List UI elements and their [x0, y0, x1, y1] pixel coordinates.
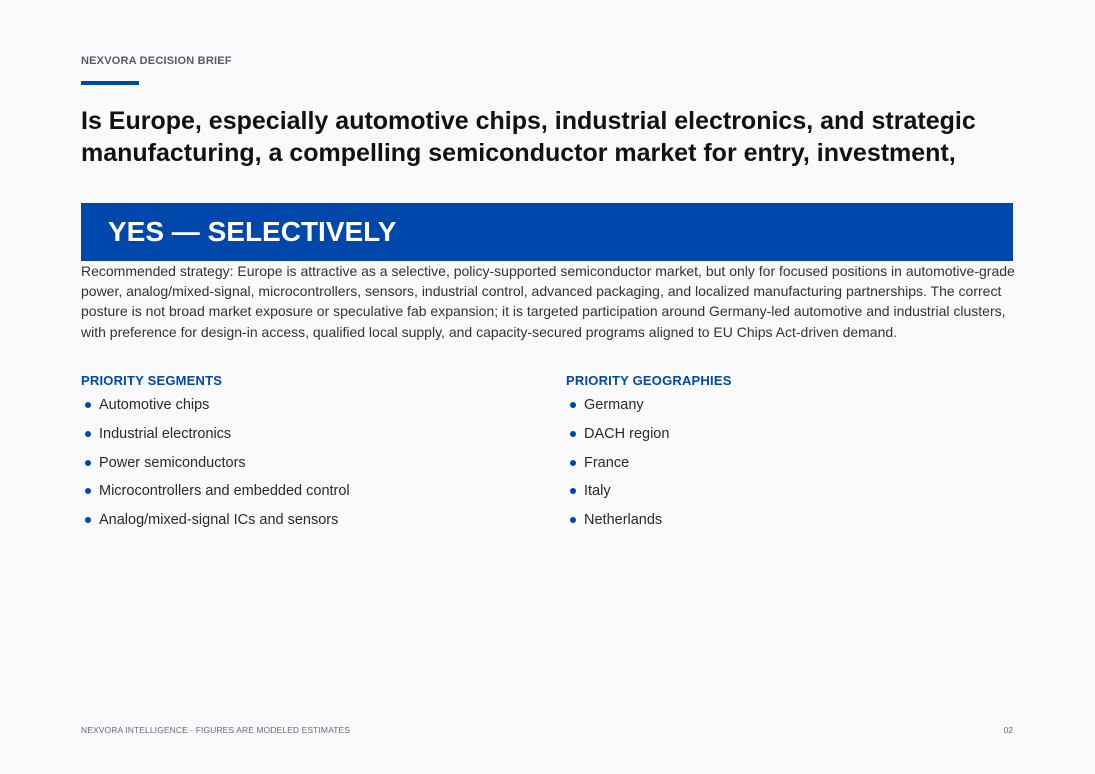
geography-label: France [584, 454, 630, 471]
geography-label: Italy [584, 483, 611, 500]
priority-segments-section [81, 372, 551, 540]
priority-geographies-list [566, 396, 1006, 529]
list-item [566, 482, 1006, 500]
page-title: Is Europe, especially automotive chips, industrial electronics, and strategic manufacturing, a compelling semiconductor market for entry, investment, [81, 107, 976, 167]
bullet-dot-icon [570, 488, 576, 494]
list-item [81, 482, 551, 500]
list-item [566, 425, 1006, 443]
verdict-banner [81, 203, 1013, 261]
list-item [566, 454, 1006, 472]
bullet-dot-icon [570, 402, 576, 408]
list-item [81, 511, 551, 529]
segment-label: Power semiconductors [99, 454, 246, 471]
priority-segments-list [81, 396, 551, 529]
list-item [566, 511, 1006, 529]
list-item [81, 396, 551, 414]
priority-geographies-section [566, 372, 1006, 540]
bullet-dot-icon [570, 517, 576, 523]
segment-label: Analog/mixed-signal ICs and sensors [99, 512, 339, 529]
decision-brief-page [81, 0, 1013, 774]
strategy-paragraph: Recommended strategy: Europe is attractive as a selective, policy-supported semiconductor market, but only for focused positions in automotive-grade power, analog/mixed-signal, microcontrollers, sensors, industrial control, advanced packaging, and localized manufacturing partnerships. The correct posture is not broad market exposure or speculative fab expansion; it is targeted participation around Germany-led automotive and industrial clusters, with preference for design-in access, qualified local supply, and capacity-secured programs aligned to EU Chips Act-driven demand. [81, 263, 1015, 340]
list-item [566, 396, 1006, 414]
priority-geographies-title: PRIORITY GEOGRAPHIES [566, 373, 732, 388]
list-item [81, 425, 551, 443]
footer-source-note: NEXVORA INTELLIGENCE · FIGURES ARE MODELED ESTIMATES [81, 725, 351, 735]
priority-segments-title: PRIORITY SEGMENTS [81, 373, 223, 388]
bullet-dot-icon [85, 460, 91, 466]
bullet-dot-icon [570, 460, 576, 466]
segment-label: Microcontrollers and embedded control [99, 483, 350, 500]
page-number: 02 [1003, 725, 1013, 735]
list-item [81, 454, 551, 472]
bullet-dot-icon [85, 517, 91, 523]
bullet-dot-icon [85, 431, 91, 437]
geography-label: Germany [584, 397, 644, 413]
geography-label: Netherlands [584, 512, 663, 529]
bullet-dot-icon [85, 488, 91, 494]
bullet-dot-icon [570, 431, 576, 437]
brief-eyebrow: NEXVORA DECISION BRIEF [81, 55, 232, 67]
bullet-dot-icon [85, 402, 91, 408]
geography-label: DACH region [584, 425, 670, 442]
segment-label: Automotive chips [99, 397, 210, 413]
eyebrow-accent-rule [81, 81, 139, 85]
segment-label: Industrial electronics [99, 425, 232, 442]
verdict-label: YES — SELECTIVELY [108, 216, 397, 247]
